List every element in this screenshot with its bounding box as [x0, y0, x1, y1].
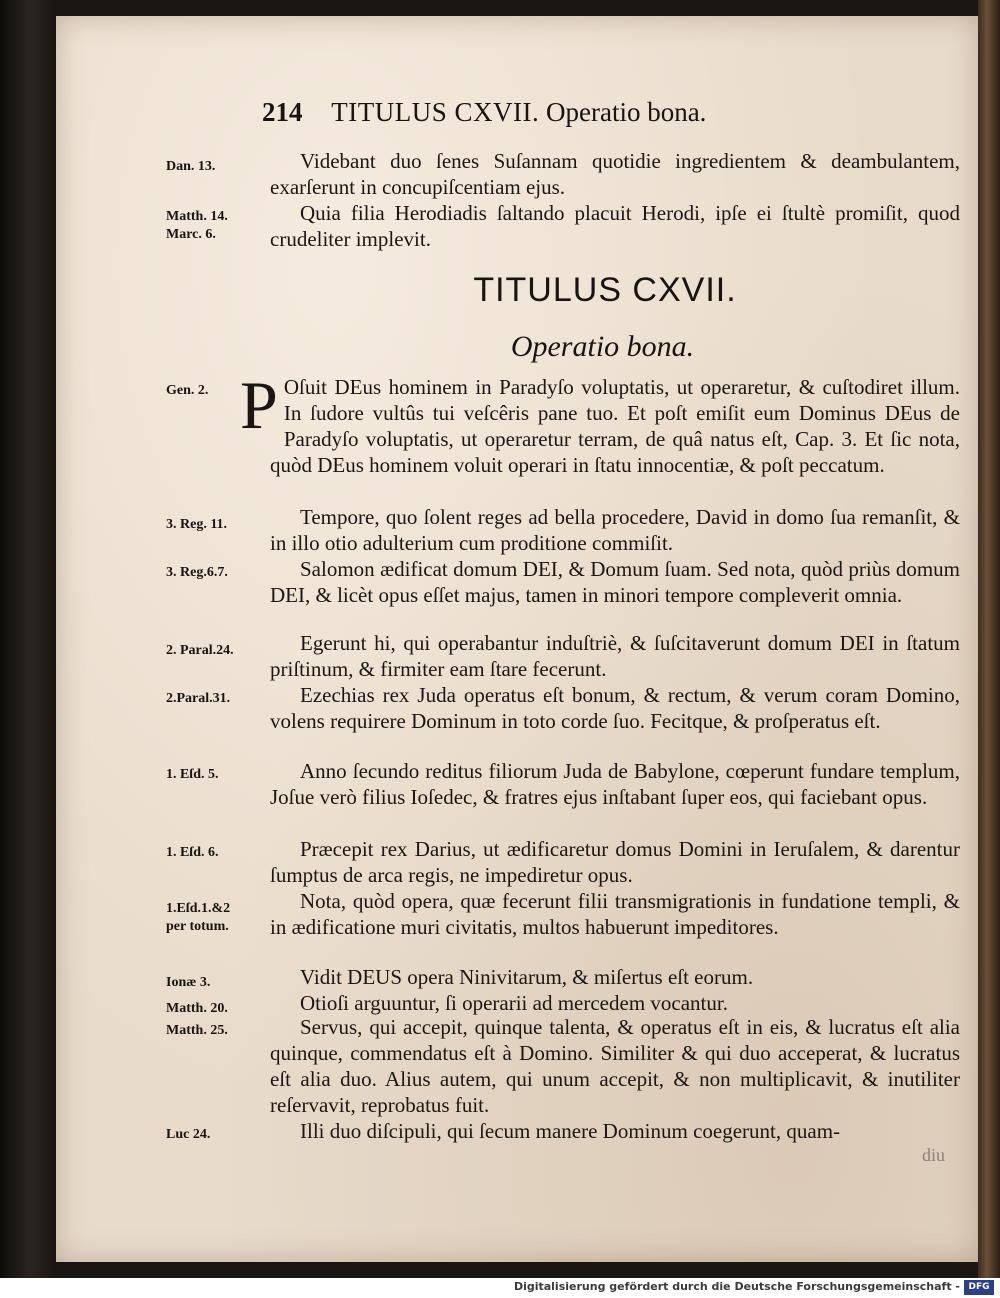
paragraph: Illi duo diſcipuli, qui ſecum manere Dominum coegerunt, quam- [300, 1119, 841, 1143]
book-spine [978, 0, 1000, 1278]
margin-reference: Luc 24. [166, 1127, 211, 1142]
margin-reference: Marc. 6. [166, 227, 216, 242]
page-number: 214 [262, 97, 303, 127]
margin-reference: Matth. 25. [166, 1023, 228, 1038]
section-title: TITULUS CXVII. [473, 271, 737, 309]
paragraph: Nota, quòd opera, quæ fecerunt filii transmigrationis in fundatione templi, & in ædificatione muri civitatis, multos habuerunt impeditores. [270, 889, 960, 939]
drop-capital: P [240, 367, 278, 443]
paragraph: Egerunt hi, qui operabantur induſtriè, & ſuſcitaverunt domum DEI in ſtatum priſtinum, & firmiter eam ſtare fecerunt. [270, 631, 960, 681]
margin-reference: 1.Eſd.1.&2 [166, 901, 231, 916]
margin-reference: Dan. 13. [166, 159, 216, 174]
paragraph: Otioſi arguuntur, ſi operarii ad mercedem vocantur. [300, 991, 728, 1015]
margin-reference: 3. Reg.6.7. [166, 565, 228, 580]
paragraph-text: Oſuit DEus hominem in Paradyſo voluptatis, ut operaretur, & cuſtodiret illum. In ſudore vultûs tui veſcêris pane tuo. Et poſt emiſit eum Dominus DEus de Paradyſo voluptatis, ut operaretur terram, de quâ natus eſt, Cap. 3. Et ſic nota, quòd DEus hominem voluit operari in ſtatu innocentiæ, & poſt peccatum. [270, 375, 960, 477]
margin-reference: Ionæ 3. [166, 975, 211, 990]
running-subtitle: Operatio bona. [545, 97, 707, 127]
catchword: diu [922, 1145, 946, 1165]
margin-reference: Matth. 14. [166, 209, 228, 224]
paragraph: Ezechias rex Juda operatus eſt bonum, & rectum, & verum coram Domino, volens requirere Dominum in toto corde ſuo. Fecitque, & proſperatus eſt. [270, 683, 960, 733]
margin-reference: 1. Eſd. 5. [166, 767, 219, 782]
margin-reference: Matth. 20. [166, 1001, 228, 1016]
footer-credit: Digitalisierung gefördert durch die Deutsche Forschungsgemeinschaft - [513, 1280, 960, 1293]
section-subtitle: Operatio bona. [510, 330, 695, 363]
margin-reference: 3. Reg. 11. [166, 517, 228, 532]
paragraph: Salomon ædificat domum DEI, & Domum ſuam. Sed nota, quòd priùs domum DEI, & licèt opus eſſet majus, tamen in minori tempore compleverit omnia. [270, 557, 960, 607]
paragraph: Quia filia Herodiadis ſaltando placuit Herodi, ipſe ei ſtultè promiſit, quod crudeliter implevit. [270, 201, 960, 251]
margin-reference: per totum. [166, 919, 229, 934]
footer-bar [0, 1278, 1000, 1298]
margin-reference: 2.Paral.31. [166, 691, 231, 706]
running-title: TITULUS CXVII. [331, 97, 540, 127]
dfg-logo: DFG [964, 1280, 994, 1295]
margin-reference: 2. Paral.24. [166, 643, 234, 658]
paragraph: Vidit DEUS opera Ninivitarum, & miſertus eſt eorum. [300, 965, 754, 989]
paragraph: Anno ſecundo reditus filiorum Juda de Babylone, cœperunt fundare templum, Joſue verò filius Ioſedec, & fratres ejus inſtabant ſuper eos, qui faciebant opus. [270, 759, 960, 809]
paragraph [240, 367, 960, 478]
running-header [262, 97, 825, 128]
paragraph: Servus, qui accepit, quinque talenta, & operatus eſt in eis, & lucratus eſt alia quinque, commendatus eſt à Domino. Similiter & qui duo acceperat, & lucratus eſt alia duo. Alius autem, qui unum accepit, & non multiplicavit, & inutiliter reſervavit, reprobatus fuit. [270, 1015, 960, 1117]
paragraph: Tempore, quo ſolent reges ad bella procedere, David in domo ſua remanſit, & in illo otio adulterium cum proditione commiſit. [270, 505, 960, 555]
margin-reference: 1. Eſd. 6. [166, 845, 219, 860]
paragraph: Præcepit rex Darius, ut ædificaretur domus Domini in Ieruſalem, & darentur ſumptus de arca regis, ne impediretur opus. [270, 837, 960, 887]
paragraph: Videbant duo ſenes Suſannam quotidie ingredientem & deambulantem, exarſerunt in concupiſcentiam ejus. [270, 149, 960, 199]
margin-reference: Gen. 2. [166, 383, 209, 398]
